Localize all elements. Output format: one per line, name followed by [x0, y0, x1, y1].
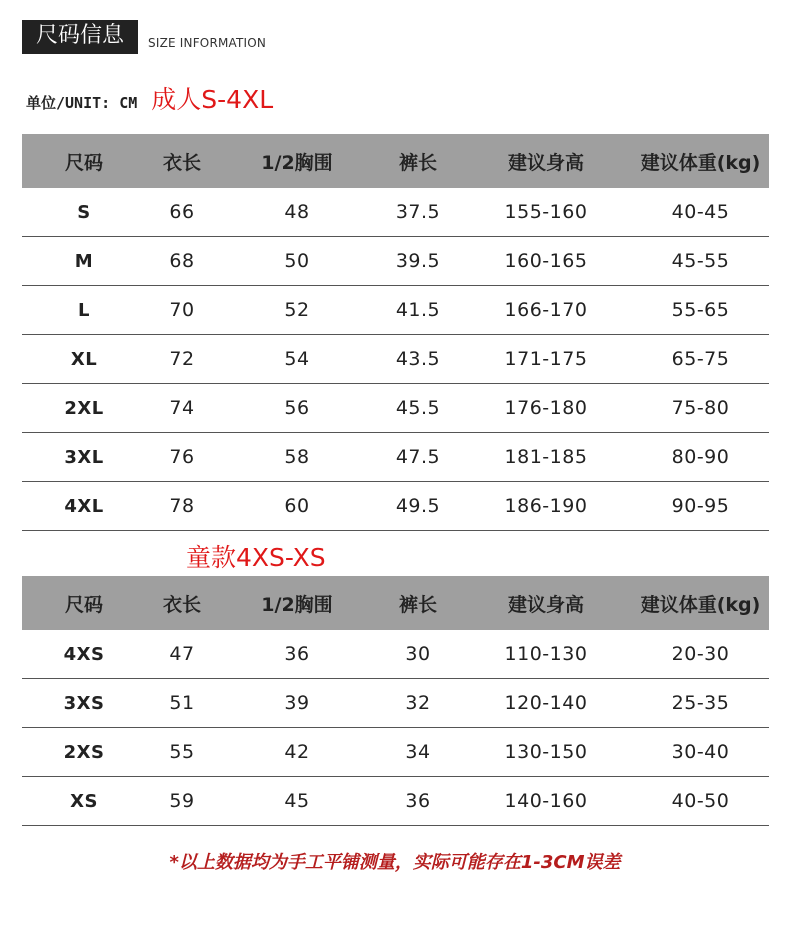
- header-weight: 建议体重(kg): [640, 151, 761, 174]
- half-chest-cell: 52: [284, 299, 310, 321]
- half-chest-cell: 36: [284, 643, 310, 665]
- header-half-chest: 1/2胸围: [261, 593, 333, 616]
- header-height: 建议身高: [507, 593, 584, 616]
- table-row: [22, 188, 769, 237]
- pants-length-cell: 34: [405, 741, 431, 763]
- height-cell: 155-160: [504, 201, 588, 223]
- table-row: [22, 482, 769, 531]
- table-row: [22, 433, 769, 482]
- weight-cell: 55-65: [671, 299, 730, 321]
- weight-cell: 25-35: [671, 692, 730, 714]
- header-half-chest: 1/2胸围: [261, 151, 333, 174]
- length-cell: 47: [169, 643, 195, 665]
- title-bar: [22, 18, 266, 54]
- half-chest-cell: 45: [284, 790, 310, 812]
- length-cell: 66: [169, 201, 195, 223]
- header-size: 尺码: [64, 151, 103, 174]
- length-cell: 72: [169, 348, 195, 370]
- table-row: [22, 630, 769, 679]
- size-cell: XS: [70, 790, 98, 812]
- kids-range-label: 童款4XS-XS: [186, 543, 326, 572]
- weight-cell: 75-80: [671, 397, 730, 419]
- table-row: [22, 335, 769, 384]
- weight-cell: 30-40: [671, 741, 730, 763]
- half-chest-cell: 58: [284, 446, 310, 468]
- pants-length-cell: 39.5: [395, 250, 441, 272]
- header-height: 建议身高: [507, 151, 584, 174]
- length-cell: 76: [169, 446, 195, 468]
- table-row: [22, 237, 769, 286]
- half-chest-cell: 50: [284, 250, 310, 272]
- weight-cell: 45-55: [671, 250, 730, 272]
- pants-length-cell: 41.5: [395, 299, 441, 321]
- height-cell: 176-180: [504, 397, 588, 419]
- half-chest-cell: 39: [284, 692, 310, 714]
- pants-length-cell: 32: [405, 692, 431, 714]
- pants-length-cell: 37.5: [395, 201, 441, 223]
- weight-cell: 20-30: [671, 643, 730, 665]
- length-cell: 55: [169, 741, 195, 763]
- size-cell: 2XS: [63, 741, 105, 763]
- height-cell: 110-130: [504, 643, 588, 665]
- half-chest-cell: 42: [284, 741, 310, 763]
- table-row: [22, 777, 769, 826]
- size-cell: 4XL: [64, 495, 104, 517]
- weight-cell: 65-75: [671, 348, 730, 370]
- pants-length-cell: 36: [405, 790, 431, 812]
- height-cell: 186-190: [504, 495, 588, 517]
- length-cell: 68: [169, 250, 195, 272]
- table-header: [22, 576, 769, 630]
- pants-length-cell: 49.5: [395, 495, 441, 517]
- weight-cell: 40-45: [671, 201, 730, 223]
- pants-length-cell: 47.5: [395, 446, 441, 468]
- table-row: [22, 286, 769, 335]
- length-cell: 51: [169, 692, 195, 714]
- size-cell: 4XS: [63, 643, 105, 665]
- table-row: [22, 384, 769, 433]
- header-pants-length: 裤长: [398, 151, 437, 174]
- size-cell: XL: [70, 348, 98, 370]
- length-cell: 78: [169, 495, 195, 517]
- unit-label: 单位/UNIT: CM: [26, 94, 138, 112]
- pants-length-cell: 30: [405, 643, 431, 665]
- height-cell: 171-175: [504, 348, 588, 370]
- header-length: 衣长: [162, 593, 201, 616]
- section-subtitle: SIZE INFORMATION: [148, 36, 267, 50]
- size-cell: 3XS: [63, 692, 105, 714]
- weight-cell: 40-50: [671, 790, 730, 812]
- table-row: [22, 679, 769, 728]
- table-row: [22, 728, 769, 777]
- section-title: 尺码信息: [22, 20, 138, 54]
- length-cell: 74: [169, 397, 195, 419]
- half-chest-cell: 60: [284, 495, 310, 517]
- pants-length-cell: 43.5: [395, 348, 441, 370]
- length-cell: 70: [169, 299, 195, 321]
- height-cell: 130-150: [504, 741, 588, 763]
- adult-size-table: [22, 134, 769, 531]
- height-cell: 166-170: [504, 299, 588, 321]
- pants-length-cell: 45.5: [395, 397, 441, 419]
- half-chest-cell: 54: [284, 348, 310, 370]
- size-cell: S: [77, 201, 91, 223]
- size-cell: L: [78, 299, 90, 321]
- height-cell: 140-160: [504, 790, 588, 812]
- header-pants-length: 裤长: [398, 593, 437, 616]
- height-cell: 181-185: [504, 446, 588, 468]
- size-cell: M: [74, 250, 94, 272]
- weight-cell: 80-90: [671, 446, 730, 468]
- size-cell: 3XL: [64, 446, 104, 468]
- unit-row: [26, 80, 273, 116]
- header-weight: 建议体重(kg): [640, 593, 761, 616]
- length-cell: 59: [169, 790, 195, 812]
- height-cell: 120-140: [504, 692, 588, 714]
- kids-size-table: [22, 576, 769, 826]
- adult-range-label: 成人S-4XL: [151, 85, 274, 114]
- weight-cell: 90-95: [671, 495, 730, 517]
- size-cell: 2XL: [64, 397, 104, 419]
- header-size: 尺码: [64, 593, 103, 616]
- height-cell: 160-165: [504, 250, 588, 272]
- half-chest-cell: 56: [284, 397, 310, 419]
- half-chest-cell: 48: [284, 201, 310, 223]
- table-header: [22, 134, 769, 188]
- header-length: 衣长: [162, 151, 201, 174]
- footnote: *以上数据均为手工平铺测量，实际可能存在1-3CM误差: [169, 852, 621, 873]
